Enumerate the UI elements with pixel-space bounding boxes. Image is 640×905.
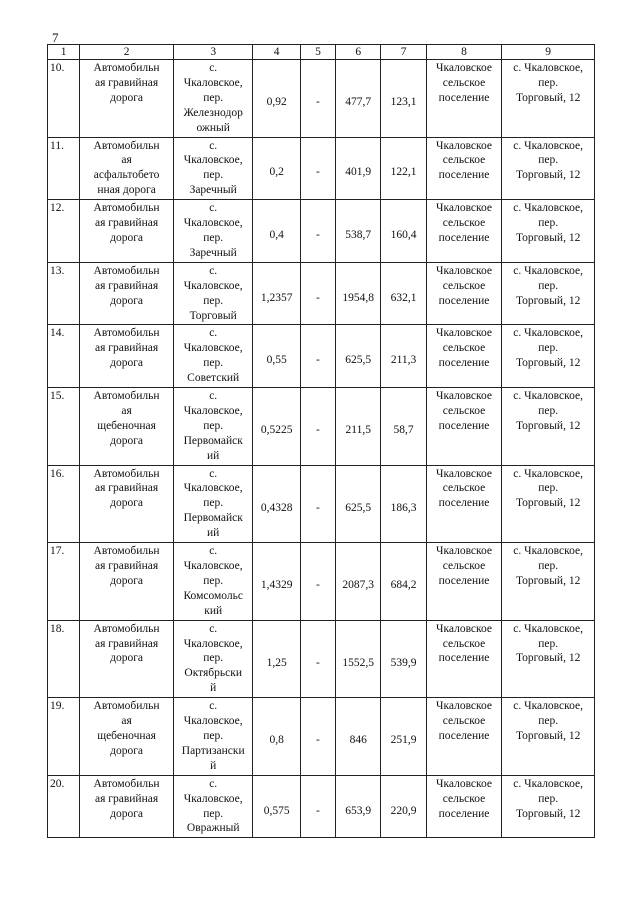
owner-address-line: с. Чкаловское, [513, 327, 584, 340]
road-address-line: й [210, 682, 217, 695]
table-row [48, 388, 595, 466]
column-7-value: 123,1 [381, 60, 426, 138]
road-length: 0,4 [253, 200, 300, 263]
column-5-value: - [300, 262, 335, 325]
owner-address-line: пер. [538, 482, 559, 495]
owner-address [502, 698, 595, 776]
table-row [48, 325, 595, 388]
road-address-line: Октябрьски [184, 667, 242, 680]
road-address [173, 465, 253, 543]
road-address-line: пер. [203, 91, 224, 104]
road-name-line: Автомобильн [93, 202, 160, 215]
owner-address-line: пер. [538, 76, 559, 89]
owner-line: Чкаловское [435, 777, 493, 790]
owner-address-line: Торговый, 12 [515, 357, 581, 370]
owner-line: поселение [438, 91, 490, 104]
owner-line: Чкаловское [435, 327, 493, 340]
road-name-line: ая [121, 404, 132, 417]
road-name-line: дорога [110, 807, 144, 820]
owner-address [502, 543, 595, 621]
road-address-line: с. [209, 545, 218, 558]
owner-line: сельское [442, 792, 486, 805]
road-name-line: Автомобильн [93, 264, 160, 277]
road-address-line: пер. [203, 419, 224, 432]
road-name-line: Автомобильн [93, 327, 160, 340]
road-length: 0,92 [253, 60, 300, 138]
owner-address-line: пер. [538, 637, 559, 650]
owner-line: поселение [438, 574, 490, 587]
road-name [80, 620, 174, 698]
road-address-line: пер. [203, 497, 224, 510]
road-length: 1,25 [253, 620, 300, 698]
owner-line: Чкаловское [435, 62, 493, 74]
road-name [80, 543, 174, 621]
owner-line: поселение [438, 294, 490, 307]
road-name-line: дорога [110, 652, 144, 665]
row-number: 10. [48, 60, 80, 138]
owner [426, 60, 502, 138]
row-number: 15. [48, 388, 80, 466]
table-row [48, 465, 595, 543]
road-address-line: Чкаловское, [183, 637, 243, 650]
road-length: 0,4328 [253, 465, 300, 543]
road-length: 0,575 [253, 775, 300, 838]
road-name [80, 465, 174, 543]
road-address [173, 698, 253, 776]
row-number: 14. [48, 325, 80, 388]
column-7-value: 160,4 [381, 200, 426, 263]
column-5-value: - [300, 620, 335, 698]
road-name-line: ая [121, 715, 132, 728]
owner-address-line: Торговый, 12 [515, 169, 581, 182]
road-name [80, 388, 174, 466]
road-name [80, 137, 174, 200]
road-address [173, 200, 253, 263]
row-number: 11. [48, 137, 80, 200]
column-6-value: 401,9 [336, 137, 381, 200]
row-number: 19. [48, 698, 80, 776]
road-address-line: кий [204, 604, 223, 617]
owner-line: Чкаловское [435, 139, 493, 152]
owner-line: сельское [442, 715, 486, 728]
road-address-line: с. [209, 139, 218, 152]
road-name-line: щебеночная [97, 419, 156, 432]
road-length: 1,4329 [253, 543, 300, 621]
road-name-line: дорога [110, 497, 144, 510]
row-number: 20. [48, 775, 80, 838]
owner-address [502, 465, 595, 543]
column-header-3: 3 [173, 45, 253, 60]
road-address-line: с. [209, 202, 218, 215]
column-6-value: 477,7 [336, 60, 381, 138]
column-header-2: 2 [80, 45, 174, 60]
owner-address-line: с. Чкаловское, [513, 62, 584, 74]
column-6-value: 211,5 [336, 388, 381, 466]
road-address-line: Чкаловское, [183, 154, 243, 167]
road-address-line: Чкаловское, [183, 217, 243, 230]
road-address-line: ожный [196, 121, 230, 134]
road-address-line: с. [209, 327, 218, 340]
road-name-line: Автомобильн [93, 777, 160, 790]
owner-address-line: пер. [538, 792, 559, 805]
road-address [173, 388, 253, 466]
road-name-line: ая гравийная [95, 792, 159, 805]
owner-address [502, 388, 595, 466]
column-7-value: 220,9 [381, 775, 426, 838]
road-name-line: Автомобильн [93, 62, 160, 74]
column-7-value: 58,7 [381, 388, 426, 466]
road-name [80, 60, 174, 138]
road-length: 0,55 [253, 325, 300, 388]
owner-address [502, 775, 595, 838]
owner-address [502, 262, 595, 325]
road-address-line: пер. [203, 807, 224, 820]
column-7-value: 539,9 [381, 620, 426, 698]
owner [426, 200, 502, 263]
road-address-line: Чкаловское, [183, 76, 243, 89]
column-5-value: - [300, 465, 335, 543]
column-5-value: - [300, 325, 335, 388]
owner-line: сельское [442, 342, 486, 355]
road-address-line: пер. [203, 294, 224, 307]
owner-address [502, 137, 595, 200]
owner-address-line: с. Чкаловское, [513, 390, 584, 403]
table-row [48, 60, 595, 138]
road-address-line: Комсомольс [183, 589, 243, 602]
road-name-line: ая гравийная [95, 342, 159, 355]
owner-line: поселение [438, 497, 490, 510]
column-5-value: - [300, 60, 335, 138]
road-address-line: й [210, 759, 217, 772]
road-address [173, 137, 253, 200]
owner-line: поселение [438, 357, 490, 370]
road-name-line: ая гравийная [95, 637, 159, 650]
road-name-line: дорога [110, 744, 144, 757]
column-6-value: 653,9 [336, 775, 381, 838]
owner [426, 543, 502, 621]
column-5-value: - [300, 543, 335, 621]
owner-address [502, 200, 595, 263]
owner-line: Чкаловское [435, 700, 493, 713]
row-number: 12. [48, 200, 80, 263]
owner-line: сельское [442, 279, 486, 292]
row-number: 16. [48, 465, 80, 543]
column-6-value: 1552,5 [336, 620, 381, 698]
table-row [48, 543, 595, 621]
owner-address-line: Торговый, 12 [515, 91, 581, 104]
road-address [173, 60, 253, 138]
road-name-line: дорога [110, 434, 144, 447]
owner-line: поселение [438, 807, 490, 820]
table-row [48, 262, 595, 325]
owner-line: сельское [442, 154, 486, 167]
owner-line: сельское [442, 76, 486, 89]
table-row [48, 620, 595, 698]
road-address-line: с. [209, 264, 218, 277]
owner-address-line: с. Чкаловское, [513, 467, 584, 480]
road-address [173, 775, 253, 838]
owner-line: сельское [442, 482, 486, 495]
owner-address-line: с. Чкаловское, [513, 202, 584, 215]
road-name [80, 698, 174, 776]
owner [426, 388, 502, 466]
owner-address-line: с. Чкаловское, [513, 622, 584, 635]
owner-line: сельское [442, 404, 486, 417]
owner-address-line: с. Чкаловское, [513, 139, 584, 152]
table-header [48, 45, 595, 60]
road-name-line: ая [121, 154, 132, 167]
road-name [80, 325, 174, 388]
owner [426, 325, 502, 388]
owner [426, 698, 502, 776]
owner-address-line: пер. [538, 404, 559, 417]
road-name-line: асфальтобето [93, 169, 160, 182]
owner-address-line: пер. [538, 715, 559, 728]
table-row [48, 137, 595, 200]
owner-line: поселение [438, 652, 490, 665]
road-name-line: Автомобильн [93, 545, 160, 558]
column-7-value: 632,1 [381, 262, 426, 325]
road-length: 0,8 [253, 698, 300, 776]
road-name-line: дорога [110, 574, 144, 587]
owner [426, 620, 502, 698]
column-5-value: - [300, 137, 335, 200]
road-name-line: щебеночная [97, 729, 156, 742]
road-address-line: Железнодор [183, 106, 243, 119]
road-address-line: с. [209, 62, 218, 74]
road-name-line: дорога [110, 231, 144, 244]
road-address-line: с. [209, 390, 218, 403]
owner-line: поселение [438, 231, 490, 244]
owner-line: Чкаловское [435, 545, 493, 558]
column-6-value: 846 [336, 698, 381, 776]
table-row [48, 698, 595, 776]
owner-line: Чкаловское [435, 202, 493, 215]
owner-address-line: Торговый, 12 [515, 574, 581, 587]
road-name-line: Автомобильн [93, 467, 160, 480]
road-length: 1,2357 [253, 262, 300, 325]
road-name [80, 200, 174, 263]
owner-address-line: с. Чкаловское, [513, 264, 584, 277]
road-address [173, 543, 253, 621]
owner-address-line: Торговый, 12 [515, 497, 581, 510]
owner-line: сельское [442, 560, 486, 572]
road-address-line: Заречный [189, 184, 237, 197]
column-6-value: 2087,3 [336, 543, 381, 621]
row-number: 17. [48, 543, 80, 621]
road-address [173, 262, 253, 325]
owner-address [502, 620, 595, 698]
owner [426, 775, 502, 838]
road-address-line: Овражный [186, 822, 240, 835]
road-address [173, 325, 253, 388]
owner-line: поселение [438, 729, 490, 742]
road-address-line: с. [209, 622, 218, 635]
owner-address-line: Торговый, 12 [515, 652, 581, 665]
owner-address-line: Торговый, 12 [515, 807, 581, 820]
road-name-line: Автомобильн [93, 139, 160, 152]
owner [426, 262, 502, 325]
owner-line: поселение [438, 419, 490, 432]
owner-line: поселение [438, 169, 490, 182]
road-address-line: Заречный [189, 246, 237, 259]
road-address [173, 620, 253, 698]
road-address-line: с. [209, 700, 218, 713]
road-name-line: Автомобильн [93, 390, 160, 403]
owner-address-line: с. Чкаловское, [513, 545, 584, 558]
road-name-line: ая гравийная [95, 76, 159, 89]
owner-address-line: пер. [538, 279, 559, 292]
road-name-line: Автомобильн [93, 700, 160, 713]
owner [426, 137, 502, 200]
owner-line: Чкаловское [435, 264, 493, 277]
road-name-line: ая гравийная [95, 217, 159, 230]
table-row [48, 200, 595, 263]
column-6-value: 625,5 [336, 465, 381, 543]
owner [426, 465, 502, 543]
road-address-line: Первомайск [183, 434, 243, 447]
road-address-line: Чкаловское, [183, 715, 243, 728]
road-address-line: ий [207, 527, 220, 540]
road-address-line: Чкаловское, [183, 404, 243, 417]
header-row [48, 45, 595, 60]
road-name-line: ая гравийная [95, 560, 159, 572]
column-5-value: - [300, 200, 335, 263]
column-7-value: 186,3 [381, 465, 426, 543]
column-5-value: - [300, 388, 335, 466]
road-address-line: с. [209, 467, 218, 480]
owner-line: сельское [442, 637, 486, 650]
owner-address-line: Торговый, 12 [515, 419, 581, 432]
road-address-line: Партизански [181, 744, 245, 757]
owner-address-line: Торговый, 12 [515, 231, 581, 244]
column-6-value: 538,7 [336, 200, 381, 263]
owner-address-line: пер. [538, 342, 559, 355]
column-header-5: 5 [300, 45, 335, 60]
table-row [48, 775, 595, 838]
owner-line: сельское [442, 217, 486, 230]
owner-address-line: пер. [538, 560, 559, 572]
page-number: 7 [52, 30, 59, 45]
roads-registry-table [47, 44, 595, 838]
owner-address [502, 60, 595, 138]
column-header-1: 1 [48, 45, 80, 60]
road-address-line: пер. [203, 574, 224, 587]
row-number: 13. [48, 262, 80, 325]
road-address-line: Чкаловское, [183, 342, 243, 355]
owner-line: Чкаловское [435, 390, 493, 403]
column-header-4: 4 [253, 45, 300, 60]
column-7-value: 211,3 [381, 325, 426, 388]
road-name-line: Автомобильн [93, 622, 160, 635]
road-name [80, 262, 174, 325]
road-address-line: Чкаловское, [183, 792, 243, 805]
road-name-line: дорога [110, 91, 144, 104]
column-header-7: 7 [381, 45, 426, 60]
column-7-value: 684,2 [381, 543, 426, 621]
road-address-line: пер. [203, 231, 224, 244]
column-5-value: - [300, 775, 335, 838]
owner-line: Чкаловское [435, 622, 493, 635]
column-header-9: 9 [502, 45, 595, 60]
road-name-line: ая гравийная [95, 279, 159, 292]
owner-address-line: Торговый, 12 [515, 294, 581, 307]
owner-address-line: с. Чкаловское, [513, 700, 584, 713]
road-address-line: пер. [203, 729, 224, 742]
column-header-8: 8 [426, 45, 502, 60]
column-6-value: 625,5 [336, 325, 381, 388]
road-address-line: Чкаловское, [183, 482, 243, 495]
road-address-line: Первомайск [183, 512, 243, 525]
column-5-value: - [300, 698, 335, 776]
row-number: 18. [48, 620, 80, 698]
road-address-line: ий [207, 449, 220, 462]
road-length: 0,5225 [253, 388, 300, 466]
owner-address-line: Торговый, 12 [515, 729, 581, 742]
road-address-line: Чкаловское, [183, 279, 243, 292]
owner-address [502, 325, 595, 388]
road-address-line: пер. [203, 357, 224, 370]
road-length: 0,2 [253, 137, 300, 200]
road-name-line: ая гравийная [95, 482, 159, 495]
column-6-value: 1954,8 [336, 262, 381, 325]
column-7-value: 122,1 [381, 137, 426, 200]
road-name-line: дорога [110, 294, 144, 307]
road-address-line: Торговый [189, 309, 237, 322]
road-address-line: с. [209, 777, 218, 790]
road-name-line: нная дорога [97, 184, 156, 197]
road-address-line: Советский [187, 372, 240, 385]
column-7-value: 251,9 [381, 698, 426, 776]
road-name [80, 775, 174, 838]
road-address-line: Чкаловское, [183, 560, 243, 572]
owner-address-line: пер. [538, 154, 559, 167]
owner-address-line: пер. [538, 217, 559, 230]
owner-line: Чкаловское [435, 467, 493, 480]
road-address-line: пер. [203, 652, 224, 665]
road-address-line: пер. [203, 169, 224, 182]
owner-address-line: с. Чкаловское, [513, 777, 584, 790]
column-header-6: 6 [336, 45, 381, 60]
road-name-line: дорога [110, 357, 144, 370]
table-body [48, 60, 595, 838]
